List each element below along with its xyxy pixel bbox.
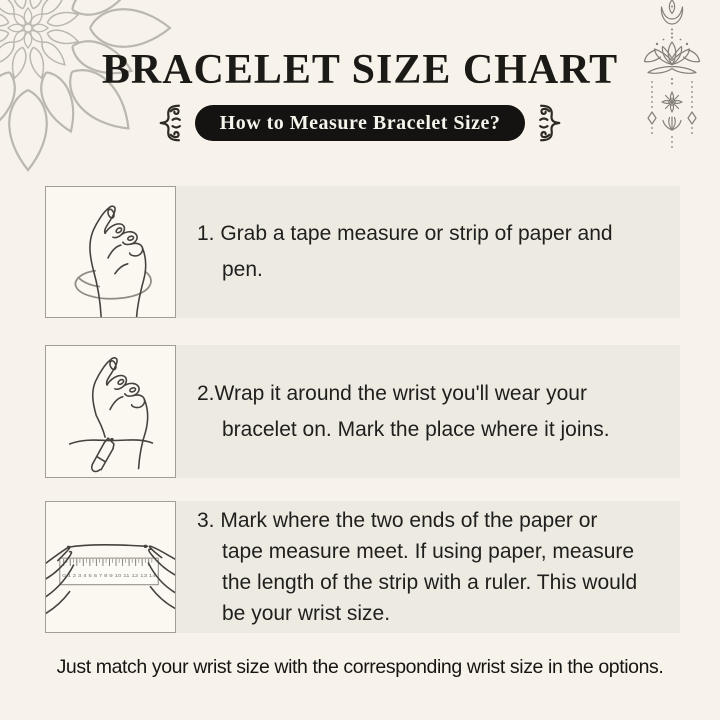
step-line: 1. Grab a tape measure or strip of paper and <box>197 222 613 245</box>
mandala-flower-icon <box>0 0 192 192</box>
step-panel-1 <box>45 186 680 318</box>
step-line: tape measure meet. If using paper, measure <box>222 540 635 563</box>
step3-text <box>197 501 680 633</box>
fist-with-string-and-marker-icon <box>46 346 175 477</box>
step2-illustration-box <box>45 345 176 478</box>
step-line: 2.Wrap it around the wrist you'll wear your <box>197 381 587 405</box>
step1-text <box>197 186 680 318</box>
subtitle-pill: How to Measure Bracelet Size? <box>195 105 526 141</box>
fist-with-measuring-loop-icon <box>46 187 175 317</box>
step3-illustration-box <box>45 501 176 633</box>
step1-illustration-box <box>45 186 176 318</box>
hands-with-ruler-icon <box>46 502 175 632</box>
footer-note: Just match your wrist size with the corresponding wrist size in the options. <box>56 656 664 678</box>
step-line: bracelet on. Mark the place where it joins. <box>222 417 610 441</box>
step-line: 3. Mark where the two ends of the paper or <box>197 509 598 532</box>
subtitle-row <box>0 103 720 143</box>
step-panel-3 <box>45 501 680 633</box>
flourish-brace-right-icon <box>536 103 568 143</box>
step-line: be your wrist size. <box>222 602 391 625</box>
step-line: pen. <box>222 258 263 281</box>
step2-text <box>197 345 680 478</box>
flourish-brace-left-icon <box>152 103 184 143</box>
step-line: the length of the strip with a ruler. This would <box>222 571 638 594</box>
step-panel-2 <box>45 345 680 478</box>
page-title: BRACELET SIZE CHART <box>101 47 619 93</box>
ruler-numbers: 0 1 2 3 4 5 6 7 8 9 10 11 12 13 14 <box>62 573 157 579</box>
